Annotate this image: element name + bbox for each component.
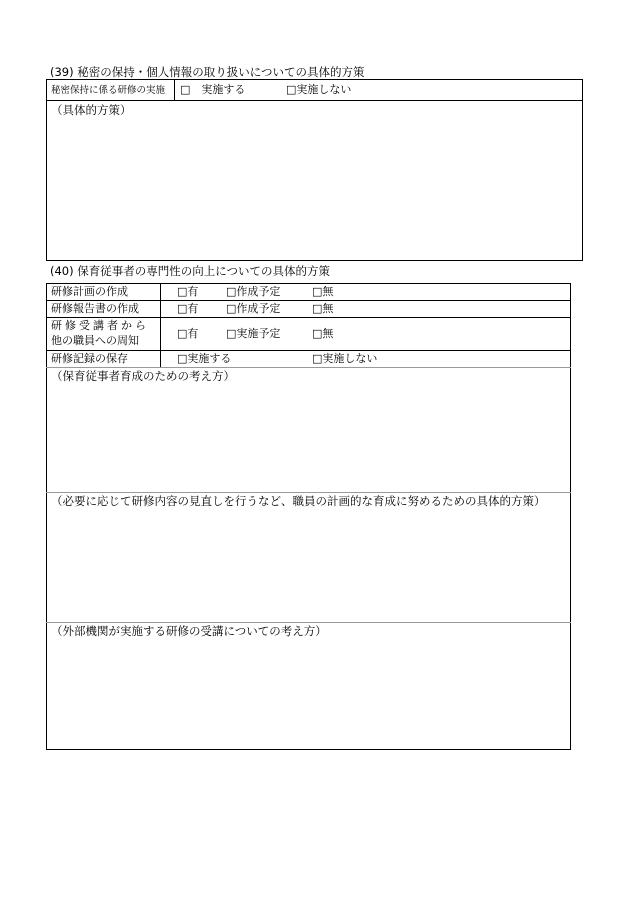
external-training-approach-label: （外部機関が実施する研修の受講についての考え方） xyxy=(51,624,327,638)
section-40-heading: (40) 保育従事者の専門性の向上についての具体的方策 xyxy=(50,264,331,278)
row-training-plan-label: 研修計画の作成 xyxy=(51,285,128,298)
row-training-report-yes-checkbox[interactable]: □有 xyxy=(177,302,199,315)
option-implement-checkbox[interactable]: □ 実施する xyxy=(180,83,246,96)
row-sharing-planned-checkbox[interactable]: □実施予定 xyxy=(226,327,281,340)
training-review-policy-field[interactable] xyxy=(47,528,570,620)
option-not-implement-checkbox[interactable]: □実施しない xyxy=(286,83,352,96)
staff-development-approach-label: （保育従事者育成のための考え方） xyxy=(51,369,235,383)
confidentiality-training-label: 秘密保持に係る研修の実施 xyxy=(51,85,166,96)
training-review-policy-label: （必要に応じて研修内容の見直しを行うなど、職員の計画的な育成に努めるための具体的方策） xyxy=(51,494,546,508)
row-sharing-yes-checkbox[interactable]: □有 xyxy=(177,327,199,340)
divider xyxy=(46,350,571,351)
row-training-records-implement-checkbox[interactable]: □実施する xyxy=(177,352,232,365)
confidentiality-policy-label: （具体的方策） xyxy=(51,103,132,117)
section-39-heading: (39) 秘密の保持・個人情報の取り扱いについての具体的方策 xyxy=(50,65,365,79)
row-sharing-no-checkbox[interactable]: □無 xyxy=(312,327,334,340)
confidentiality-policy-box[interactable] xyxy=(46,100,583,261)
row-training-report-planned-checkbox[interactable]: □作成予定 xyxy=(226,302,281,315)
row-training-plan-no-checkbox[interactable]: □無 xyxy=(312,285,334,298)
divider xyxy=(174,79,175,101)
row-training-plan-yes-checkbox[interactable]: □有 xyxy=(177,285,199,298)
staff-development-approach-field[interactable] xyxy=(47,384,570,491)
divider xyxy=(160,283,161,367)
divider xyxy=(46,622,571,623)
row-training-records-not-implement-checkbox[interactable]: □実施しない xyxy=(312,352,378,365)
row-training-records-label: 研修記録の保存 xyxy=(51,352,128,365)
row-training-report-label: 研修報告書の作成 xyxy=(51,302,139,315)
divider xyxy=(46,492,571,493)
external-training-approach-field[interactable] xyxy=(47,640,570,748)
divider xyxy=(46,300,571,301)
divider xyxy=(46,367,571,368)
row-sharing-label-line1: 研修受講者から xyxy=(51,319,149,332)
divider xyxy=(46,317,571,318)
row-training-report-no-checkbox[interactable]: □無 xyxy=(312,302,334,315)
row-training-plan-planned-checkbox[interactable]: □作成予定 xyxy=(226,285,281,298)
row-sharing-label-line2: 他の職員への周知 xyxy=(51,334,139,347)
